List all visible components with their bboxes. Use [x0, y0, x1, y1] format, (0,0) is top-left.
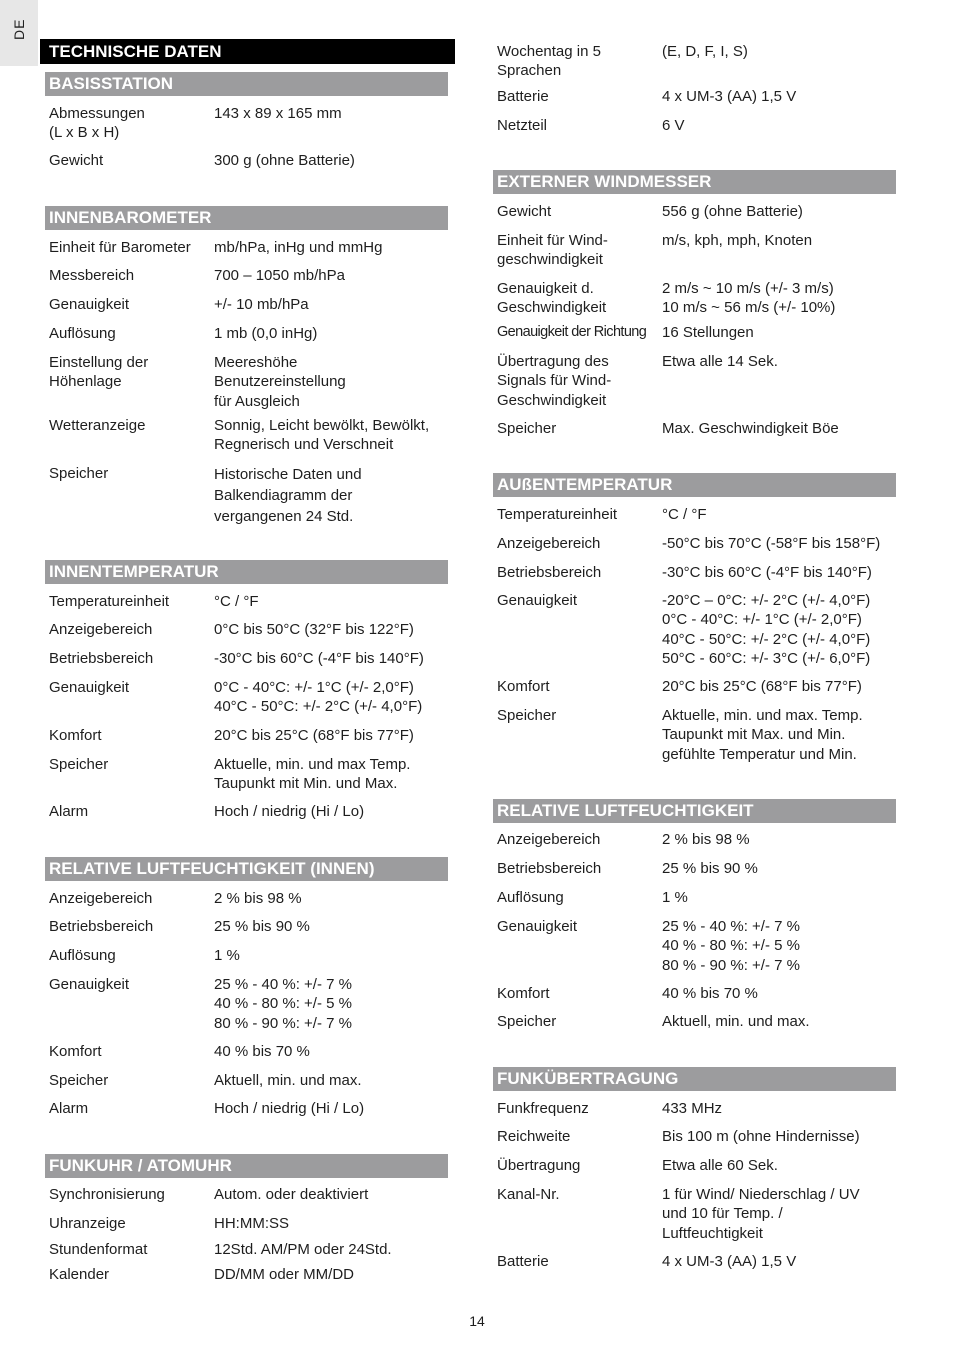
spec-label: Übertragung [497, 1157, 581, 1174]
spec-value: 20°C bis 25°C (68°F bis 77°F) [662, 678, 862, 695]
section-header: FUNKUHR / ATOMUHR [45, 1154, 448, 1178]
spec-value: 2 m/s ~ 10 m/s (+/- 3 m/s) 10 m/s ~ 56 m/s (+/- 10%) [662, 280, 836, 317]
spec-value: -20°C – 0°C: +/- 2°C (+/- 4,0°F) 0°C - 40°C: +/- 1°C (+/- 2,0°F) 40°C - 50°C: +/- 2°C (+/- 4,0°F) 50°C - 60°C: +/- 3°C (+/- 6,0°F) [662, 592, 871, 667]
spec-label: Kalender [49, 1266, 110, 1283]
spec-label: Genauigkeit [49, 296, 130, 313]
spec-label: Auflösung [49, 947, 116, 964]
spec-label: Betriebsbereich [49, 918, 154, 935]
spec-value: 0°C bis 50°C (32°F bis 122°F) [214, 621, 414, 638]
spec-value: +/- 10 mb/hPa [214, 296, 309, 313]
spec-value: Aktuell, min. und max. [214, 1072, 362, 1089]
spec-label: Speicher [497, 420, 557, 437]
spec-value: 700 – 1050 mb/hPa [214, 267, 345, 284]
spec-value: 556 g (ohne Batterie) [662, 203, 803, 220]
spec-value: Max. Geschwindigkeit Böe [662, 420, 839, 437]
spec-value: 1 % [214, 947, 240, 964]
spec-label: Temperatureinheit [497, 506, 618, 523]
spec-label: Genauigkeit d. Geschwindigkeit [497, 280, 607, 317]
spec-label: Komfort [49, 727, 102, 744]
spec-label: Speicher [497, 1013, 557, 1030]
spec-value: 16 Stellungen [662, 324, 754, 341]
spec-value: HH:MM:SS [214, 1215, 289, 1232]
section-header: INNENBAROMETER [45, 206, 448, 230]
spec-label: Speicher [49, 465, 109, 482]
spec-label: Wetteranzeige [49, 417, 146, 434]
spec-value: 25 % - 40 %: +/- 7 % 40 % - 80 %: +/- 5 % 80 % - 90 %: +/- 7 % [214, 976, 352, 1032]
spec-value: 40 % bis 70 % [662, 985, 758, 1002]
spec-label: Komfort [49, 1043, 102, 1060]
spec-label: Betriebsbereich [497, 564, 602, 581]
spec-label: Messbereich [49, 267, 135, 284]
spec-value: 6 V [662, 117, 685, 134]
spec-label: Genauigkeit der Richtung [497, 324, 647, 340]
language-tab [0, 0, 38, 66]
spec-value: Aktuelle, min. und max Temp. Taupunkt mit Min. und Max. [214, 756, 411, 793]
spec-label: Genauigkeit [497, 918, 578, 935]
spec-label: Anzeigebereich [497, 831, 601, 848]
spec-label: Genauigkeit [49, 679, 130, 696]
spec-label: Wochentag in 5 Sprachen [497, 43, 601, 80]
section-header: FUNKÜBERTRAGUNG [493, 1067, 896, 1091]
spec-value: Bis 100 m (ohne Hindernisse) [662, 1128, 860, 1145]
spec-value: 40 % bis 70 % [214, 1043, 310, 1060]
spec-label: Einheit für Barometer [49, 239, 191, 256]
spec-label: Gewicht [49, 152, 104, 169]
spec-label: Anzeigebereich [49, 621, 153, 638]
page-number: 14 [469, 1313, 485, 1329]
spec-label: Uhranzeige [49, 1215, 126, 1232]
spec-value: 143 x 89 x 165 mm [214, 105, 342, 122]
section-header: AUßENTEMPERATUR [493, 473, 896, 497]
spec-label: Alarm [49, 803, 89, 820]
section-header: RELATIVE LUFTFEUCHTIGKEIT [493, 799, 896, 823]
spec-value: 25 % bis 90 % [214, 918, 310, 935]
spec-value: 25 % - 40 %: +/- 7 % 40 % - 80 %: +/- 5 % 80 % - 90 %: +/- 7 % [662, 918, 800, 974]
spec-label: Anzeigebereich [49, 890, 153, 907]
spec-value: °C / °F [662, 506, 707, 523]
language-label: DE [11, 18, 27, 40]
spec-value: Sonnig, Leicht bewölkt, Bewölkt, Regnerisch und Verschneit [214, 417, 430, 454]
spec-label: Kanal-Nr. [497, 1186, 560, 1203]
section-header: BASISSTATION [45, 72, 448, 96]
spec-label: Anzeigebereich [497, 535, 601, 552]
spec-value: 20°C bis 25°C (68°F bis 77°F) [214, 727, 414, 744]
spec-value: Etwa alle 60 Sek. [662, 1157, 778, 1174]
spec-value: 1 % [662, 889, 688, 906]
spec-label: Speicher [49, 756, 109, 773]
spec-value: 4 x UM-3 (AA) 1,5 V [662, 88, 797, 105]
spec-value: Historische Daten und Balkendiagramm der vergangenen 24 Std. [214, 466, 362, 525]
spec-value: 2 % bis 98 % [214, 890, 302, 907]
spec-label: Alarm [49, 1100, 89, 1117]
spec-value: 12Std. AM/PM oder 24Std. [214, 1241, 392, 1258]
spec-label: Gewicht [497, 203, 552, 220]
section-header: EXTERNER WINDMESSER [493, 170, 896, 194]
spec-value: Hoch / niedrig (Hi / Lo) [214, 1100, 365, 1117]
spec-value: -30°C bis 60°C (-4°F bis 140°F) [662, 564, 872, 581]
spec-label: Auflösung [497, 889, 564, 906]
spec-value: Etwa alle 14 Sek. [662, 353, 778, 370]
spec-label: Stundenformat [49, 1241, 148, 1258]
spec-label: Speicher [49, 1072, 109, 1089]
spec-label: Synchronisierung [49, 1186, 165, 1203]
spec-label: Batterie [497, 88, 549, 105]
spec-label: Komfort [497, 985, 550, 1002]
spec-label: Genauigkeit [497, 592, 578, 609]
spec-value: 0°C - 40°C: +/- 1°C (+/- 2,0°F) 40°C - 50°C: +/- 2°C (+/- 4,0°F) [214, 679, 423, 716]
spec-label: Einstellung der Höhenlage [49, 354, 149, 391]
spec-label: Komfort [497, 678, 550, 695]
spec-label: Abmessungen (L x B x H) [49, 105, 145, 142]
spec-value: 25 % bis 90 % [662, 860, 758, 877]
spec-label: Temperatureinheit [49, 593, 170, 610]
spec-value: 433 MHz [662, 1100, 723, 1117]
spec-value: Aktuell, min. und max. [662, 1013, 810, 1030]
spec-value: (E, D, F, I, S) [662, 43, 748, 60]
spec-label: Übertragung des Signals für Wind- Geschwindigkeit [497, 353, 612, 409]
spec-value: 2 % bis 98 % [662, 831, 750, 848]
spec-label: Betriebsbereich [497, 860, 602, 877]
spec-label: Genauigkeit [49, 976, 130, 993]
spec-label: Batterie [497, 1253, 549, 1270]
spec-label: Speicher [497, 707, 557, 724]
spec-value: Meereshöhe Benutzereinstellung für Ausgleich [214, 354, 346, 410]
spec-value: 300 g (ohne Batterie) [214, 152, 355, 169]
spec-value: m/s, kph, mph, Knoten [662, 232, 813, 249]
spec-value: 1 für Wind/ Niederschlag / UV und 10 für Temp. / Luftfeuchtigkeit [662, 1186, 860, 1242]
spec-label: Auflösung [49, 325, 116, 342]
spec-value: -50°C bis 70°C (-58°F bis 158°F) [662, 535, 881, 552]
spec-label: Netzteil [497, 117, 548, 134]
spec-value: Aktuelle, min. und max. Temp. Taupunkt mit Max. und Min. gefühlte Temperatur und Min. [662, 707, 863, 763]
spec-label: Reichweite [497, 1128, 571, 1145]
spec-value: 1 mb (0,0 inHg) [214, 325, 318, 342]
section-header: RELATIVE LUFTFEUCHTIGKEIT (INNEN) [45, 857, 448, 881]
spec-label: Einheit für Wind- geschwindigkeit [497, 232, 608, 269]
spec-value: 4 x UM-3 (AA) 1,5 V [662, 1253, 797, 1270]
page-title: TECHNISCHE DATEN [40, 39, 455, 64]
spec-value: Autom. oder deaktiviert [214, 1186, 369, 1203]
spec-value: -30°C bis 60°C (-4°F bis 140°F) [214, 650, 424, 667]
spec-label: Betriebsbereich [49, 650, 154, 667]
spec-value: mb/hPa, inHg und mmHg [214, 239, 383, 256]
spec-value: °C / °F [214, 593, 259, 610]
spec-value: DD/MM oder MM/DD [214, 1266, 355, 1283]
section-header: INNENTEMPERATUR [45, 560, 448, 584]
spec-value: Hoch / niedrig (Hi / Lo) [214, 803, 365, 820]
spec-label: Funkfrequenz [497, 1100, 589, 1117]
